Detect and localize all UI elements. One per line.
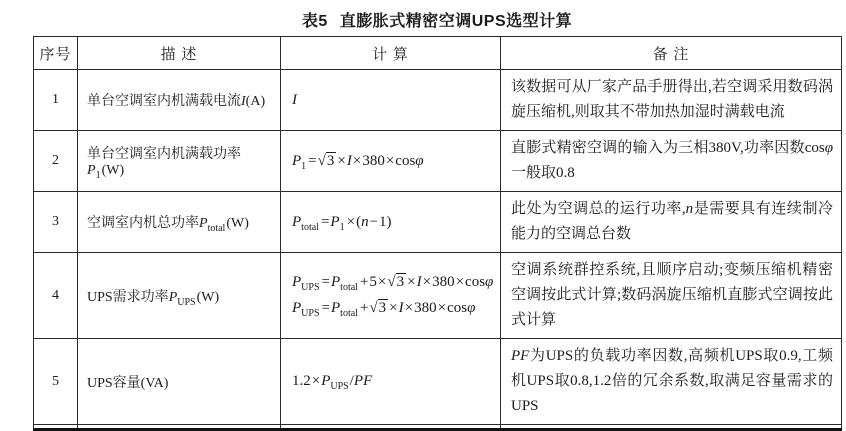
ups-selection-table [33, 36, 842, 431]
table-row [34, 131, 842, 192]
table-title [33, 8, 841, 31]
row-calculation: $P_1 =√3 \times I\times 380\times\cos\varphi$ [281, 131, 501, 192]
row-description: UPS容量(VA) [78, 339, 281, 425]
row-number: 3 [34, 192, 78, 253]
row-description: 单台空调室内机满载功率$P_1(W)$ [78, 131, 281, 192]
row-number: 4 [34, 253, 78, 339]
row-note: 空调系统群控系统,且顺序启动;变频压缩机精密空调按此式计算;数码涡旋压缩机直膨式空调按此式计算 [501, 253, 842, 339]
column-header-remarks: 备 注 [501, 37, 842, 70]
row-note: 该数据可从厂家产品手册得出,若空调采用数码涡旋压缩机,则取其不带加热加湿时满载电流 [501, 70, 842, 131]
column-header-calculation: 计 算 [281, 37, 501, 70]
row-description: UPS需求功率$P_{UPS}(W)$ [78, 253, 281, 339]
table-bottom-edge [34, 425, 842, 430]
table-row [34, 192, 842, 253]
table-title-text: 直膨胀式精密空调UPS选型计算 [339, 13, 573, 30]
row-number: 1 [34, 70, 78, 131]
row-number: 2 [34, 131, 78, 192]
row-note: 此处为空调总的运行功率,n是需要具有连续制冷能力的空调总台数 [501, 192, 842, 253]
row-calculation: $P_{UPS} =P_{total} +5\times√3 \times I\times 380\times\cos\varphi$ $P_{UPS} =P_{total} +√3 \times I\times 380\times\cos\varphi$ [281, 253, 501, 339]
row-note: PF为UPS的负载功率因数,高频机UPS取0.9,工频机UPS取0.8,1.2倍的冗余系数,取满足容量需求的UPS [501, 339, 842, 425]
row-number: 5 [34, 339, 78, 425]
table-row [34, 339, 842, 425]
column-header-index: 序号 [34, 37, 78, 70]
table-row [34, 70, 842, 131]
column-header-description: 描 述 [78, 37, 281, 70]
row-description: 单台空调室内机满载电流I(A) [78, 70, 281, 131]
row-description: 空调室内机总功率$P_{total}(W)$ [78, 192, 281, 253]
header-row [34, 37, 842, 70]
table-number: 表5 [301, 13, 328, 30]
row-calculation: I [281, 70, 501, 131]
row-calculation: $P_{total} =P_1 \times(n-1)$ [281, 192, 501, 253]
row-note: 直膨式精密空调的输入为三相380V,功率因数cosφ一般取0.8 [501, 131, 842, 192]
table-row [34, 253, 842, 339]
row-calculation: $1.2\times P_{UPS}/PF$ [281, 339, 501, 425]
